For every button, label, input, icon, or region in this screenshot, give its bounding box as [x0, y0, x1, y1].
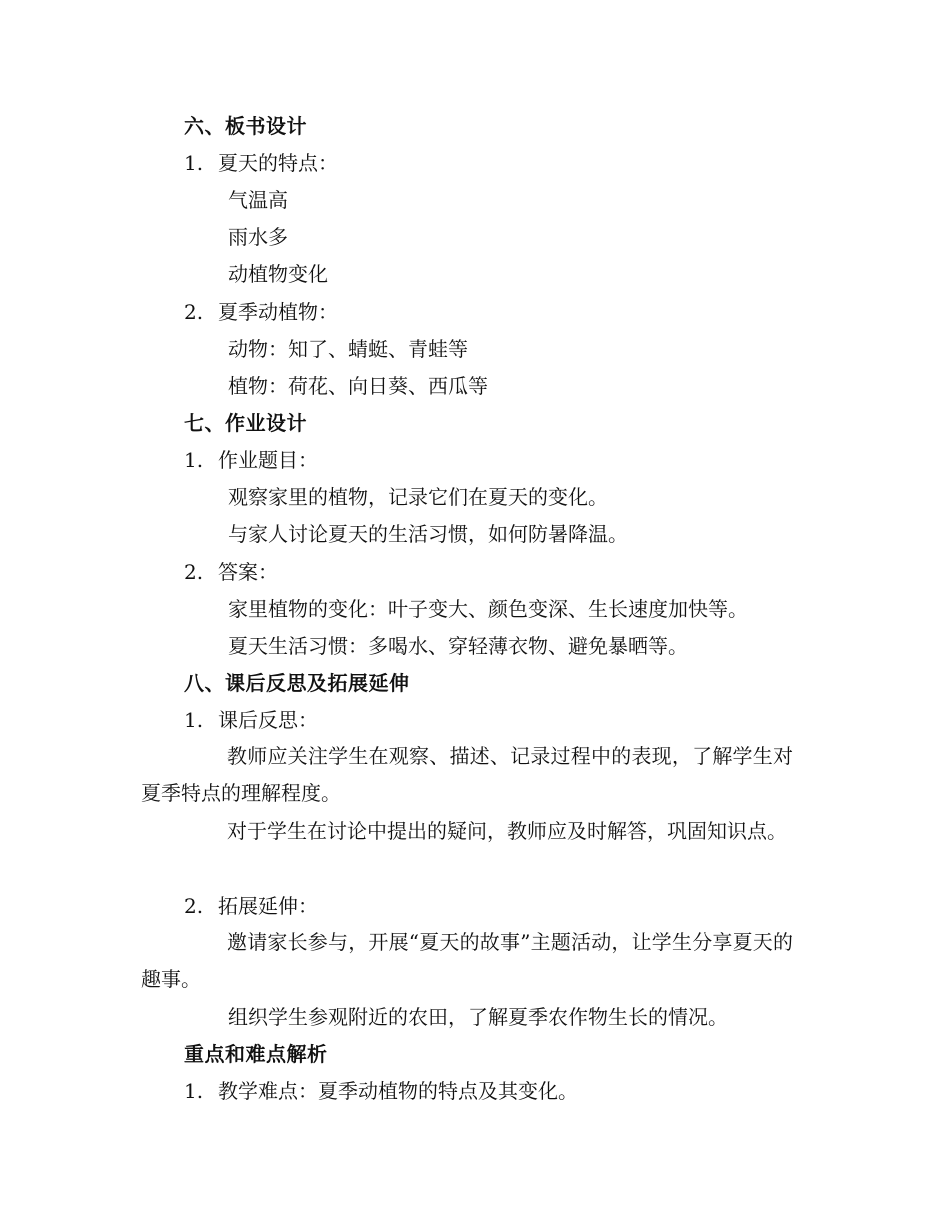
section-heading-reflection: 八、课后反思及拓展延伸 [184, 671, 410, 695]
list-label: 作业题目： [218, 448, 318, 472]
list-subline: 家里植物的变化：叶子变大、颜色变深、生长速度加快等。 [228, 597, 748, 621]
section-heading-board-design: 六、板书设计 [184, 114, 307, 138]
list-item [184, 1078, 578, 1104]
list-item [184, 150, 338, 176]
list-label: 夏季动植物： [218, 300, 338, 324]
list-label: 答案： [218, 560, 278, 584]
list-subline: 观察家里的植物，记录它们在夏天的变化。 [228, 485, 608, 509]
section-heading-key-points: 重点和难点解析 [184, 1042, 328, 1066]
list-item [184, 559, 278, 585]
list-subline: 组织学生参观附近的农田，了解夏季农作物生长的情况。 [228, 1005, 728, 1029]
list-label: 拓展延伸： [218, 894, 318, 918]
list-number: 1. [184, 448, 204, 472]
list-number: 1. [184, 1079, 204, 1103]
list-number: 2. [184, 894, 204, 918]
section-heading-homework: 七、作业设计 [184, 411, 307, 435]
list-subline: 气温高 [228, 188, 288, 212]
list-subline: 与家人讨论夏天的生活习惯，如何防暑降温。 [228, 522, 628, 546]
list-label: 夏天的特点： [218, 151, 338, 175]
list-subline: 动植物变化 [228, 262, 328, 286]
list-number: 1. [184, 151, 204, 175]
list-subline: 植物：荷花、向日葵、西瓜等 [228, 374, 488, 398]
paragraph: 对于学生在讨论中提出的疑问，教师应及时解答，巩固知识点。 [227, 819, 787, 843]
paragraph: 邀请家长参与，开展“夏天的故事”主题活动，让学生分享夏天的趣事。 [141, 930, 793, 991]
list-subline: 夏天生活习惯：多喝水、穿轻薄衣物、避免暴晒等。 [228, 634, 688, 658]
list-number: 2. [184, 300, 204, 324]
list-label: 课后反思： [218, 708, 318, 732]
list-number: 2. [184, 560, 204, 584]
list-item [184, 299, 338, 325]
list-number: 1. [184, 708, 204, 732]
paragraph: 教师应关注学生在观察、描述、记录过程中的表现，了解学生对夏季特点的理解程度。 [141, 744, 793, 805]
list-label: 教学难点：夏季动植物的特点及其变化。 [218, 1079, 578, 1103]
list-subline: 雨水多 [228, 225, 288, 249]
list-item [184, 707, 318, 733]
list-subline: 动物：知了、蜻蜓、青蛙等 [228, 337, 468, 361]
list-item [184, 893, 318, 919]
list-item [184, 447, 318, 473]
